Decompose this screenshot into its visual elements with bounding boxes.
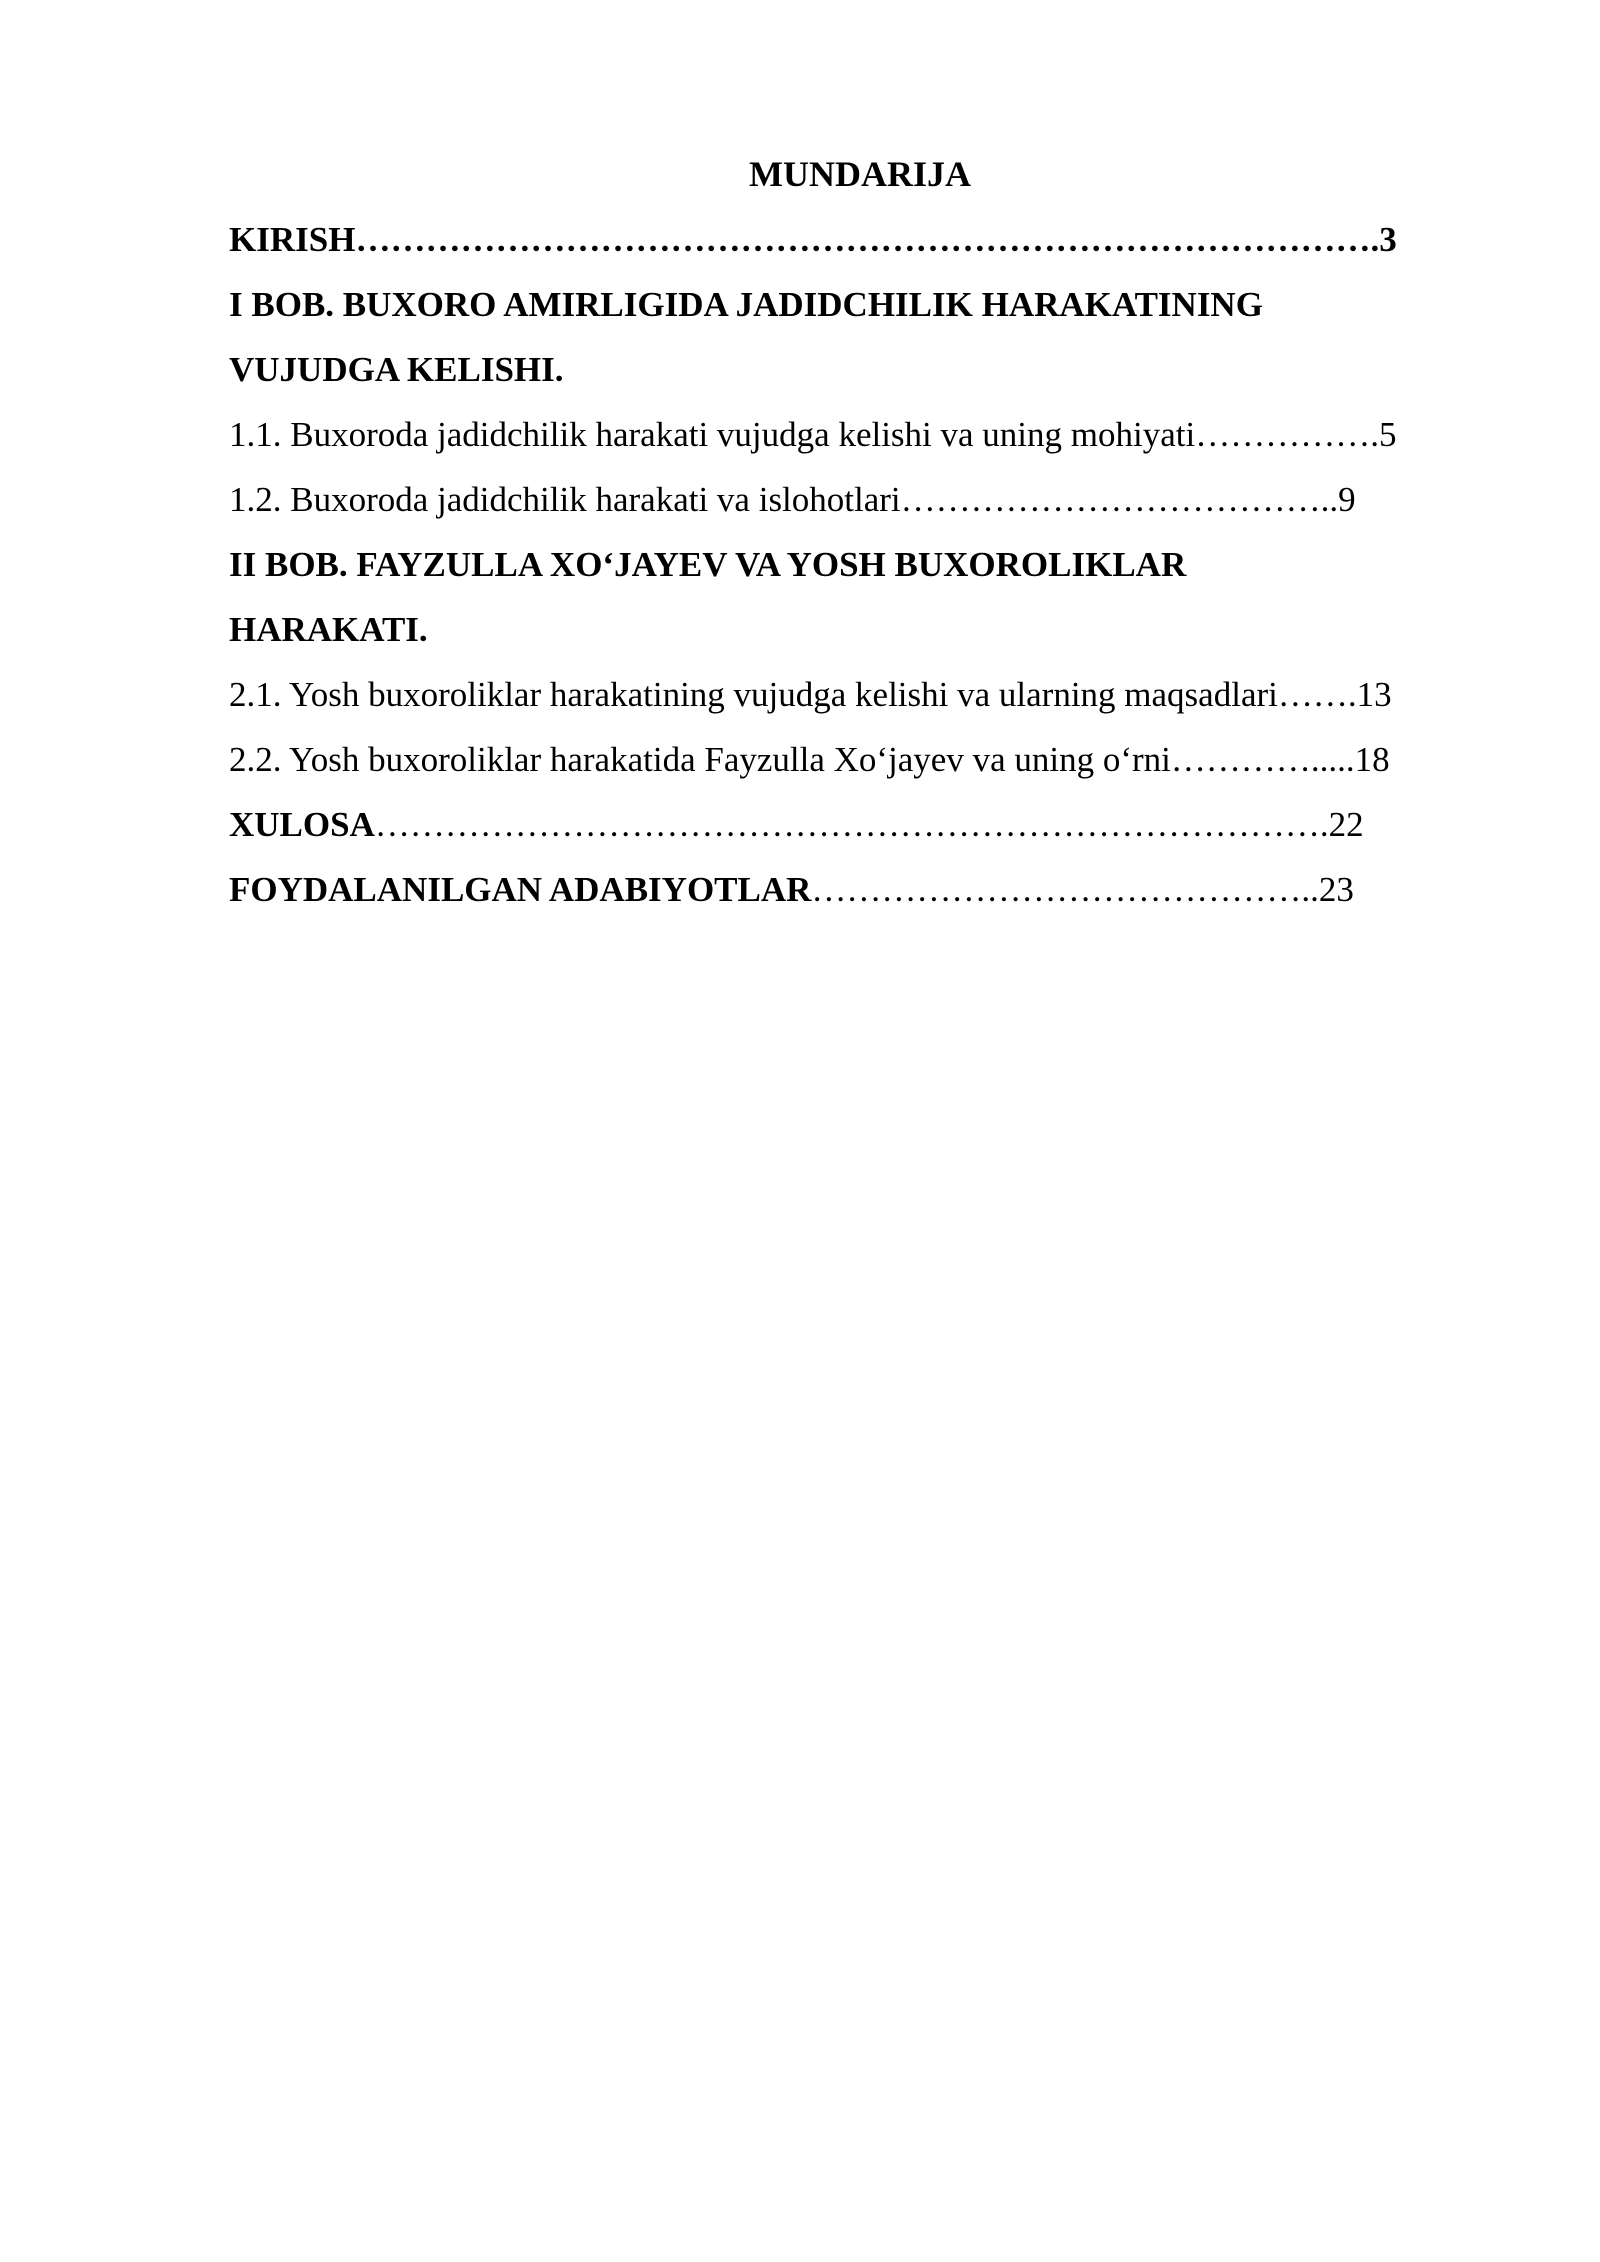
toc-entry-page: 18 [1354, 740, 1390, 779]
toc-entry-label: FOYDALANILGAN ADABIYOTLAR [229, 870, 812, 909]
toc-entry-leader: ……………………………………………………………………………. [355, 220, 1380, 259]
toc-entry-kirish [229, 218, 1509, 283]
toc-entry-leader: ……………………………….. [900, 480, 1339, 519]
table-of-contents [229, 218, 1509, 933]
toc-entry-page: 3 [1379, 220, 1397, 259]
toc-entry-chapter-2 [229, 543, 1509, 608]
toc-entry-chapter-1-cont [229, 348, 1509, 413]
toc-entry-xulosa [229, 803, 1509, 868]
toc-title: MUNDARIJA [749, 154, 971, 194]
toc-entry-1-2 [229, 478, 1509, 543]
toc-entry-page: 23 [1318, 870, 1354, 909]
toc-entry-label: II BOB. FAYZULLA XO‘JAYEV VA YOSH BUXOROLIKLAR [229, 545, 1187, 584]
toc-entry-label: I BOB. BUXORO AMIRLIGIDA JADIDCHILIK HARAKATINING [229, 285, 1263, 324]
toc-entry-label: VUJUDGA KELISHI. [229, 350, 564, 389]
toc-entry-leader: ………………………………………………………………………. [374, 805, 1329, 844]
toc-entry-references [229, 868, 1509, 933]
toc-entry-chapter-1 [229, 283, 1509, 348]
toc-entry-1-1 [229, 413, 1509, 478]
toc-entry-page: 22 [1328, 805, 1364, 844]
toc-entry-label: 2.1. Yosh buxoroliklar harakatining vujudga kelishi va ularning maqsadlari [229, 675, 1278, 714]
toc-entry-2-2 [229, 738, 1509, 803]
toc-entry-label: KIRISH [229, 220, 356, 259]
toc-entry-leader: ……. [1277, 675, 1357, 714]
toc-entry-label: 1.2. Buxoroda jadidchilik harakati va islohotlari [229, 480, 901, 519]
toc-entry-page: 13 [1356, 675, 1392, 714]
toc-entry-page: 9 [1338, 480, 1356, 519]
toc-entry-label: 1.1. Buxoroda jadidchilik harakati vujudga kelishi va uning mohiyati [229, 415, 1196, 454]
toc-entry-label: HARAKATI. [229, 610, 428, 649]
toc-entry-label: XULOSA [229, 805, 375, 844]
toc-entry-page: 5 [1378, 415, 1397, 454]
toc-entry-leader: …………………………………….. [811, 870, 1319, 909]
toc-entry-leader: …………..... [1170, 740, 1355, 779]
toc-entry-leader: ……………. [1195, 415, 1379, 454]
toc-entry-2-1 [229, 673, 1509, 738]
toc-entry-chapter-2-cont [229, 608, 1509, 673]
toc-entry-label: 2.2. Yosh buxoroliklar harakatida Fayzulla Xo‘jayev va uning o‘rni [229, 740, 1171, 779]
